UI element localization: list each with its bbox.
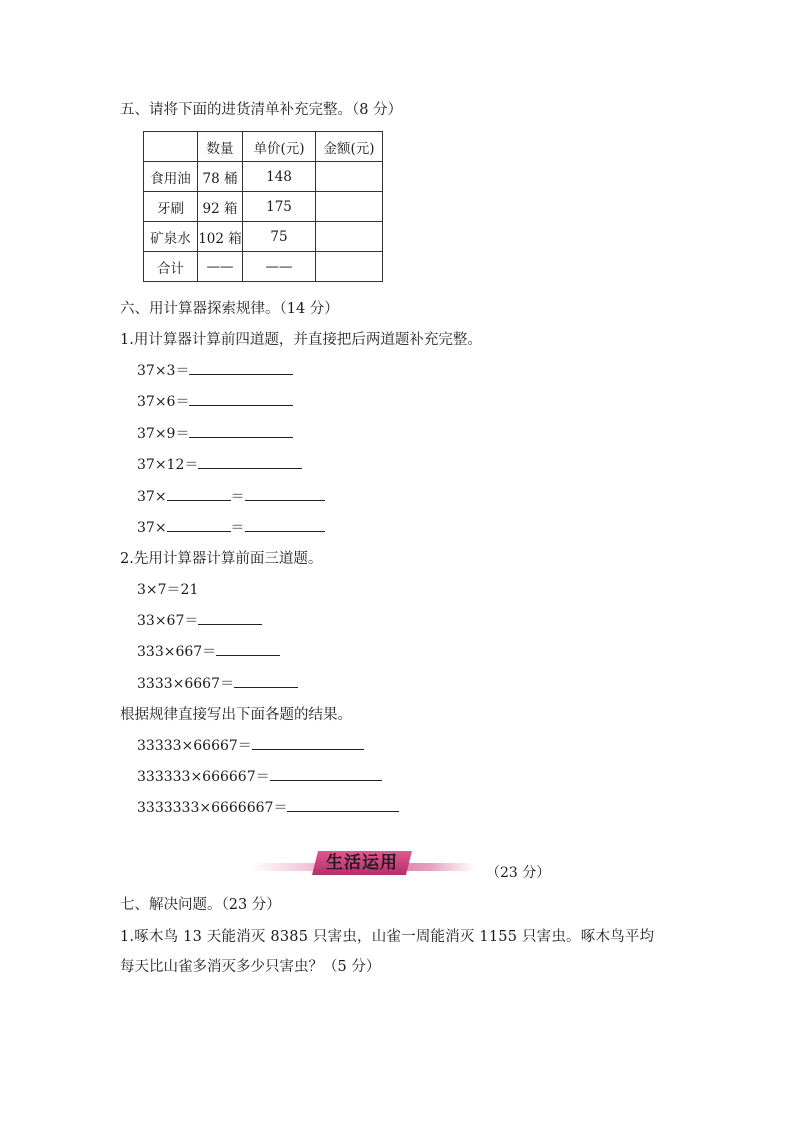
row-name-cell: 食用油 <box>144 162 198 192</box>
banner-score: （23 分） <box>486 865 551 881</box>
rule-prompt: 根据规律直接写出下面各题的结果。 <box>120 707 352 723</box>
total-amount-cell[interactable] <box>316 252 383 282</box>
equation-text: 333×667＝ <box>137 644 217 660</box>
equation-text: 33×67＝ <box>137 613 199 629</box>
header-cell-empty <box>144 132 198 162</box>
answer-blank[interactable] <box>245 518 325 532</box>
total-price-cell: —— <box>243 252 316 282</box>
row-amount-cell[interactable] <box>316 162 383 192</box>
equation-text: 37×12＝ <box>137 457 199 473</box>
header-cell-amount: 金额(元) <box>316 132 383 162</box>
row-qty-cell: 92 箱 <box>198 192 243 222</box>
row-amount-cell[interactable] <box>316 222 383 252</box>
question-1-text-line-1: 1.啄木鸟 13 天能消灭 8385 只害虫，山雀一周能消灭 1155 只害虫。啄木鸟平均 <box>120 929 655 945</box>
table-total-row <box>144 252 383 282</box>
equation-line <box>137 486 325 506</box>
table-row <box>144 162 383 192</box>
equation-text: 37×3＝ <box>137 363 190 379</box>
equation-line <box>137 454 302 474</box>
equation-text: 333333×666667＝ <box>137 769 270 785</box>
equation-line <box>137 610 262 630</box>
equation-line <box>137 579 198 599</box>
answer-blank[interactable] <box>234 674 298 688</box>
equation-line <box>137 735 364 755</box>
header-cell-unit-price: 单价(元) <box>243 132 316 162</box>
equation-text: 37×6＝ <box>137 394 190 410</box>
row-name-cell: 矿泉水 <box>144 222 198 252</box>
answer-blank[interactable] <box>245 487 325 501</box>
table-row <box>144 192 383 222</box>
answer-blank[interactable] <box>270 767 382 781</box>
equation-line <box>137 517 325 537</box>
equation-line <box>137 423 293 443</box>
table-header-row <box>144 132 383 162</box>
equals-sign: ＝ <box>230 489 245 505</box>
equation-text: 3×7＝21 <box>137 582 199 598</box>
row-amount-cell[interactable] <box>316 192 383 222</box>
section-6-heading: 六、用计算器探索规律。（14 分） <box>120 301 339 317</box>
total-label-cell: 合计 <box>144 252 198 282</box>
answer-blank[interactable] <box>189 424 293 438</box>
total-qty-cell: —— <box>198 252 243 282</box>
equation-line <box>137 391 293 411</box>
answer-blank[interactable] <box>189 392 293 406</box>
row-price-cell: 175 <box>243 192 316 222</box>
row-price-cell: 75 <box>243 222 316 252</box>
answer-blank[interactable] <box>287 798 399 812</box>
section-7-heading: 七、解决问题。（23 分） <box>120 897 281 913</box>
equation-text: 33333×66667＝ <box>137 738 252 754</box>
banner-title: 生活运用 <box>326 853 398 873</box>
question-1-text-line-2: 每天比山雀多消灭多少只害虫？（5 分） <box>120 959 381 975</box>
question-1-prompt: 1.用计算器计算前四道题，并直接把后两道题补充完整。 <box>120 332 482 348</box>
answer-blank[interactable] <box>198 611 262 625</box>
header-cell-quantity: 数量 <box>198 132 243 162</box>
answer-blank[interactable] <box>216 642 280 656</box>
operand-blank[interactable] <box>167 518 231 532</box>
equation-line <box>137 641 280 661</box>
equation-line <box>137 797 399 817</box>
equation-line <box>137 360 293 380</box>
table-row <box>144 222 383 252</box>
answer-blank[interactable] <box>189 361 293 375</box>
equation-text: 3333333×6666667＝ <box>137 800 288 816</box>
row-name-cell: 牙刷 <box>144 192 198 222</box>
row-qty-cell: 102 箱 <box>198 222 243 252</box>
equation-text: 37×9＝ <box>137 426 190 442</box>
answer-blank[interactable] <box>252 736 364 750</box>
inventory-table <box>143 131 383 282</box>
section-5-heading: 五、请将下面的进货清单补充完整。（8 分） <box>120 102 403 118</box>
equation-line <box>137 673 298 693</box>
equation-text: 3333×6667＝ <box>137 676 234 692</box>
answer-blank[interactable] <box>198 455 302 469</box>
row-qty-cell: 78 桶 <box>198 162 243 192</box>
equation-line <box>137 766 382 786</box>
equation-text: 37× <box>137 489 167 505</box>
question-2-prompt: 2.先用计算器计算前面三道题。 <box>120 551 323 567</box>
row-price-cell: 148 <box>243 162 316 192</box>
equals-sign: ＝ <box>230 520 245 536</box>
equation-text: 37× <box>137 520 167 536</box>
operand-blank[interactable] <box>167 487 231 501</box>
